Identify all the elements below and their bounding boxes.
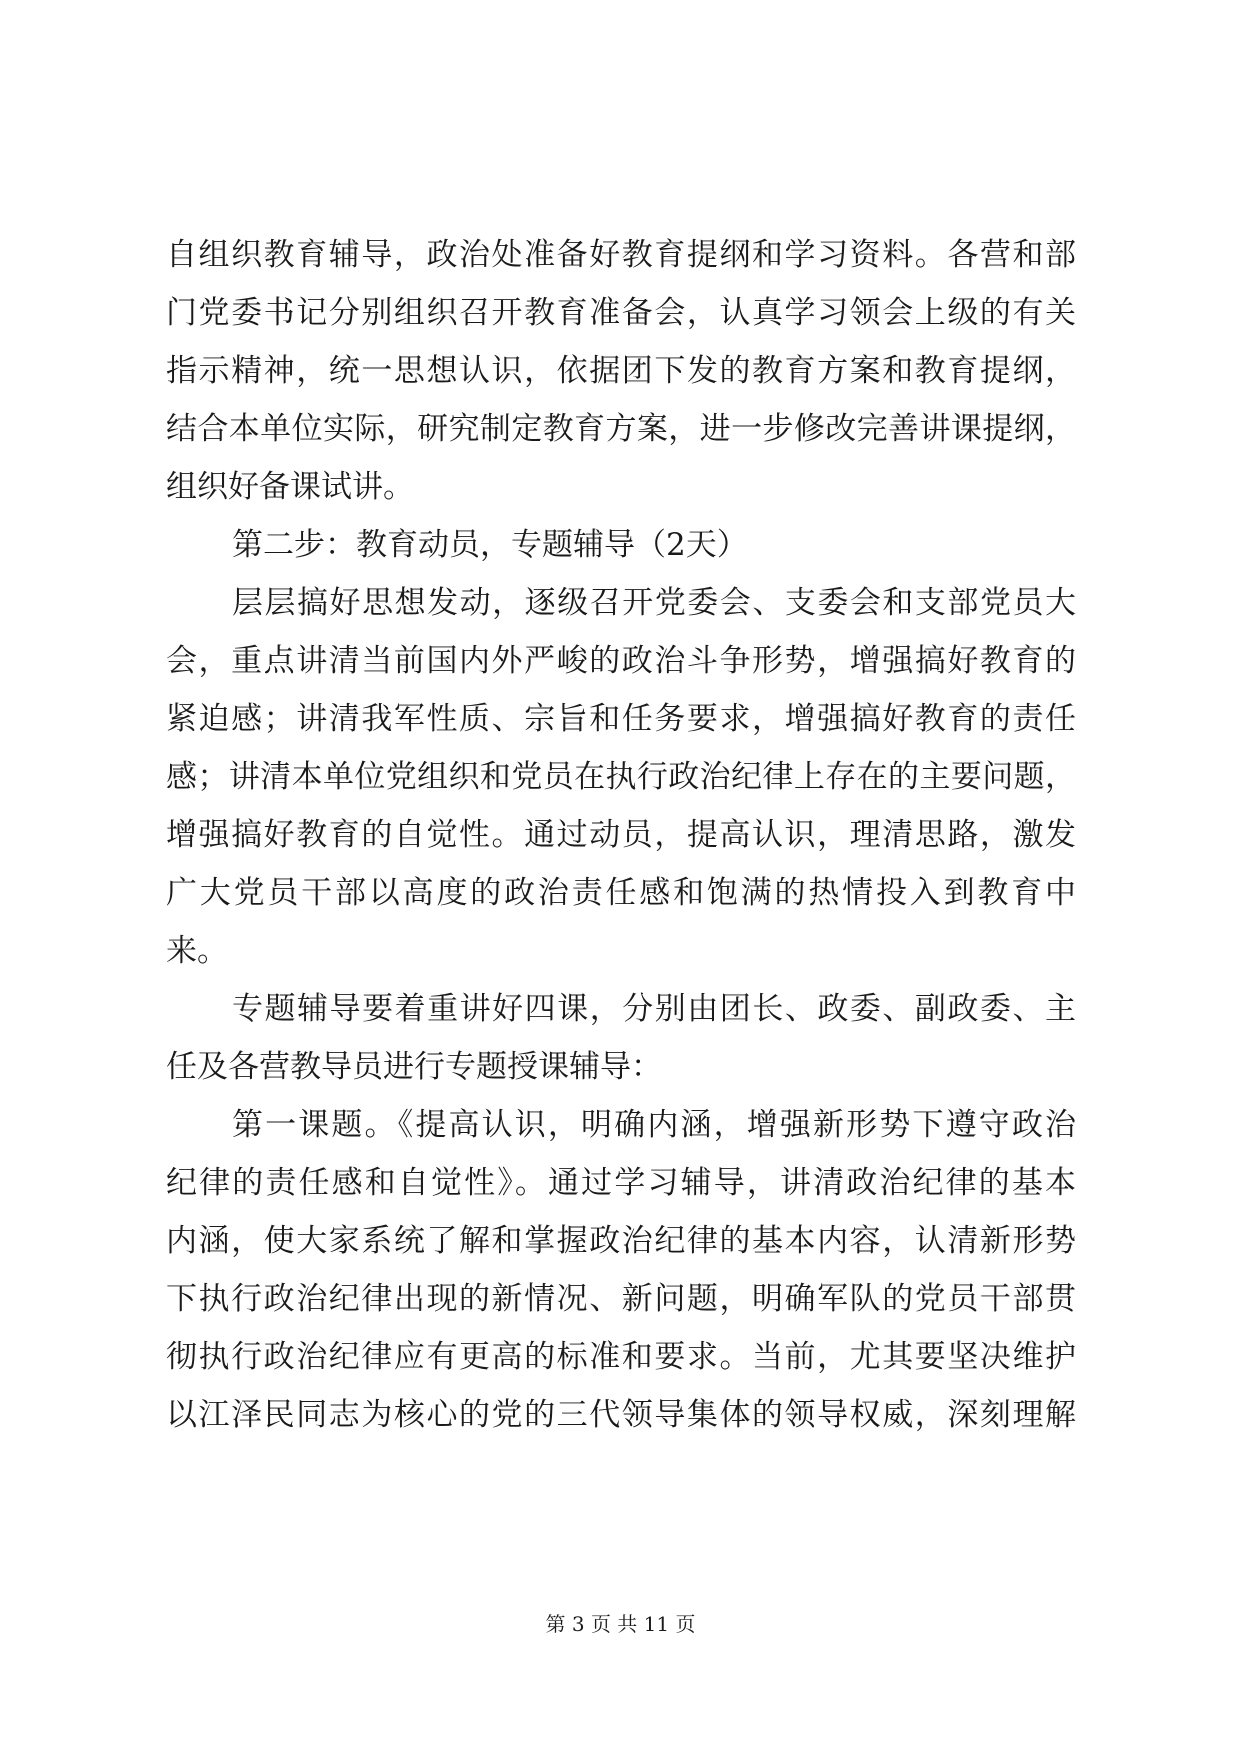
text-line: 广大党员干部以高度的政治责任感和饱满的热情投入到教育中 [166, 875, 1076, 911]
text-line: 任及各营教导员进行专题授课辅导： [166, 1049, 662, 1085]
text-line: 门党委书记分别组织召开教育准备会，认真学习领会上级的有关 [166, 295, 1076, 331]
text-line: 指示精神，统一思想认识，依据团下发的教育方案和教育提纲， [166, 353, 1076, 389]
text-line: 来。 [166, 933, 228, 969]
text-line: 纪律的责任感和自觉性》。通过学习辅导，讲清政治纪律的基本 [166, 1165, 1076, 1201]
text-line: 会，重点讲清当前国内外严峻的政治斗争形势，增强搞好教育的 [166, 643, 1076, 679]
page-footer: 第 3 页 共 11 页 [545, 1612, 696, 1636]
text-line: 增强搞好教育的自觉性。通过动员，提高认识，理清思路，激发 [166, 817, 1076, 853]
text-line: 组织好备课试讲。 [166, 469, 414, 505]
text-line: 感；讲清本单位党组织和党员在执行政治纪律上存在的主要问题， [166, 759, 1076, 795]
text-line: 自组织教育辅导，政治处准备好教育提纲和学习资料。各营和部 [166, 237, 1076, 273]
text-line: 彻执行政治纪律应有更高的标准和要求。当前，尤其要坚决维护 [166, 1339, 1076, 1375]
text-line: 层层搞好思想发动，逐级召开党委会、支委会和支部党员大 [232, 585, 1076, 621]
text-line: 专题辅导要着重讲好四课，分别由团长、政委、副政委、主 [232, 991, 1076, 1027]
text-line: 内涵，使大家系统了解和掌握政治纪律的基本内容，认清新形势 [166, 1223, 1076, 1259]
section-heading: 第二步：教育动员，专题辅导（2天） [232, 527, 748, 563]
text-line: 紧迫感；讲清我军性质、宗旨和任务要求，增强搞好教育的责任 [166, 701, 1076, 737]
text-line: 以江泽民同志为核心的党的三代领导集体的领导权威，深刻理解 [166, 1397, 1076, 1433]
body-text [166, 226, 1076, 1444]
text-line: 结合本单位实际，研究制定教育方案，进一步修改完善讲课提纲， [166, 411, 1076, 447]
text-line: 第一课题。《提高认识，明确内涵，增强新形势下遵守政治 [232, 1107, 1076, 1143]
text-line: 下执行政治纪律出现的新情况、新问题，明确军队的党员干部贯 [166, 1281, 1076, 1317]
